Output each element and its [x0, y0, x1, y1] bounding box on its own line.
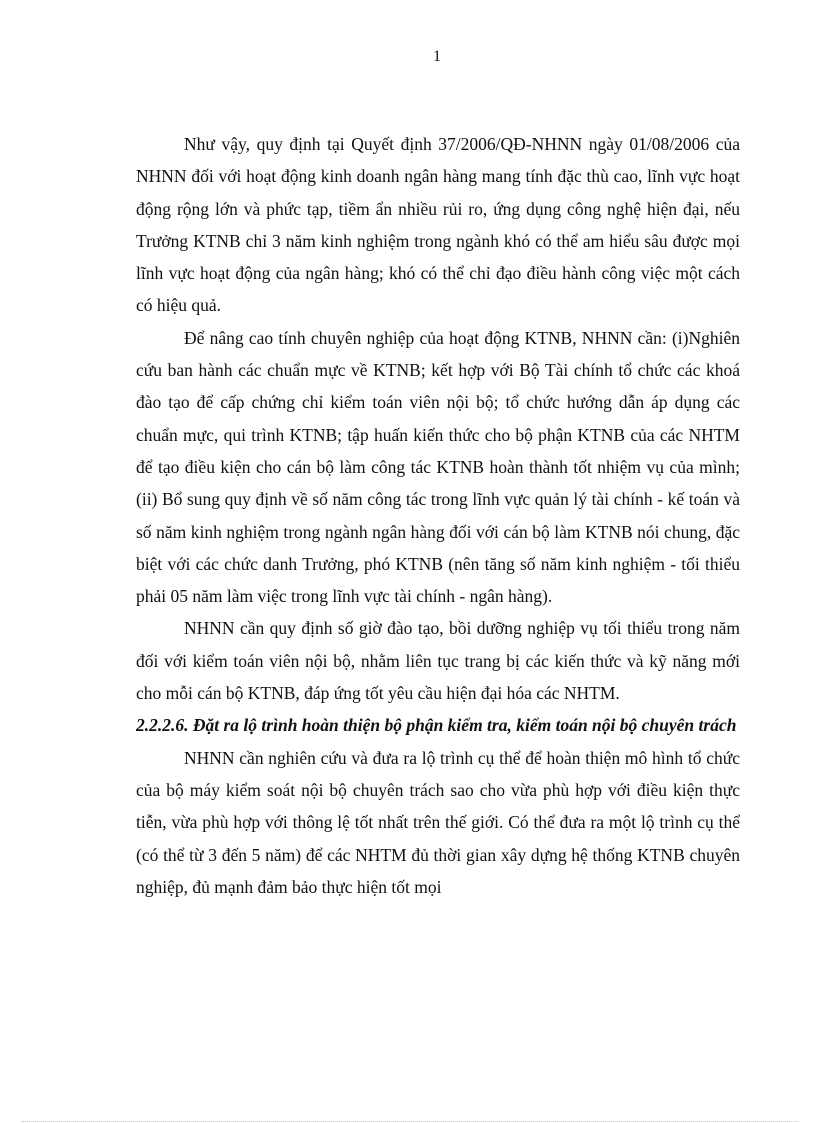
- page-bottom-divider: [22, 1121, 798, 1122]
- paragraph-roadmap: NHNN cần nghiên cứu và đưa ra lộ trình cụ thể để hoàn thiện mô hình tổ chức của bộ máy kiểm soát nội bộ chuyên trách sao cho vừa phù hợp với điều kiện thực tiễn, vừa phù hợp với thông lệ tốt nhất trên thế giới. Có thể đưa ra một lộ trình cụ thể (có thể từ 3 đến 5 năm) để các NHTM đủ thời gian xây dựng hệ thống KTNB chuyên nghiệp, đủ mạnh đảm bảo thực hiện tốt mọi: [136, 747, 740, 897]
- document-body: [136, 128, 740, 903]
- page-number: 1: [433, 48, 441, 65]
- paragraph-regulation-review: Như vậy, quy định tại Quyết định 37/2006/QĐ-NHNN ngày 01/08/2006 của NHNN đối với hoạt động kinh doanh ngân hàng mang tính đặc thù cao, lĩnh vực hoạt động rộng lớn và phức tạp, tiềm ẩn nhiều rủi ro, ứng dụng công nghệ hiện đại, nếu Trưởng KTNB chỉ 3 năm kinh nghiệm trong ngành khó có thể am hiểu sâu được mọi lĩnh vực hoạt động của ngân hàng; khó có thể chỉ đạo điều hành công việc một cách có hiệu quả.: [136, 134, 740, 316]
- paragraph-training-hours: NHNN cần quy định số giờ đào tạo, bồi dưỡng nghiệp vụ tối thiểu trong năm đối với kiểm toán viên nội bộ, nhằm liên tục trang bị các kiến thức và kỹ năng mới cho mỗi cán bộ KTNB, đáp ứng tốt yêu cầu hiện đại hóa các NHTM.: [136, 618, 740, 704]
- section-heading: 2.2.2.6. Đặt ra lộ trình hoàn thiện bộ phận kiểm tra, kiểm toán nội bộ chuyên trách: [136, 715, 737, 736]
- paragraph-professionalism-measures: Để nâng cao tính chuyên nghiệp của hoạt động KTNB, NHNN cần: (i)Nghiên cứu ban hành các chuẩn mực về KTNB; kết hợp với Bộ Tài chính tổ chức các khoá đào tạo để cấp chứng chỉ kiểm toán viên nội bộ; tổ chức hướng dẫn áp dụng các chuẩn mực, qui trình KTNB; tập huấn kiến thức cho bộ phận KTNB của các NHTM để tạo điều kiện cho cán bộ làm công tác KTNB hoàn thành tốt nhiệm vụ của mình; (ii) Bổ sung quy định về số năm công tác trong lĩnh vực quản lý tài chính - kế toán và số năm kinh nghiệm trong ngành ngân hàng đối với cán bộ làm KTNB nói chung, đặc biệt với các chức danh Trưởng, phó KTNB (nên tăng số năm kinh nghiệm - tối thiểu phải 05 năm làm việc trong lĩnh vực tài chính - ngân hàng).: [136, 327, 740, 607]
